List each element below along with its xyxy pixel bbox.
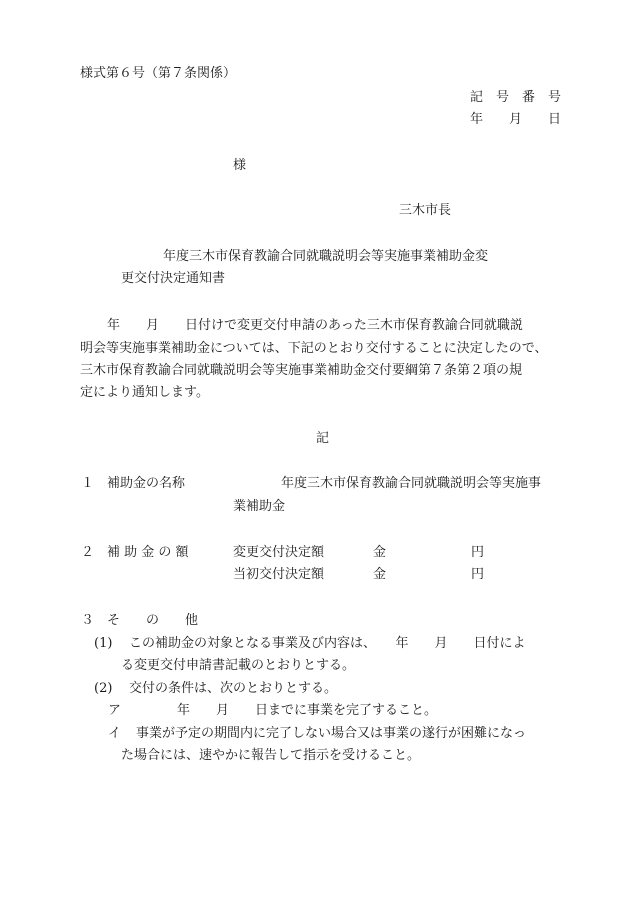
condition-i-marker: イ: [108, 726, 122, 741]
condition-a-marker: ア: [108, 703, 122, 718]
item3-number: ３: [81, 613, 95, 628]
sub2-line1: 交付の条件は、次のとおりとする。: [129, 681, 338, 696]
sub1-line1: この補助金の対象となる事業及び内容は、 年 月 日付によ: [129, 636, 526, 651]
document-title-line1: 年度三木市保育教諭合同就職説明会等実施事業補助金変: [163, 249, 489, 264]
addressee: 様: [233, 158, 247, 173]
sub2-number: (2): [94, 681, 113, 696]
condition-i-line1: 事業が予定の期間内に完了しない場合又は事業の遂行が困難になっ: [136, 726, 527, 741]
condition-a-text: 年 月 日までに事業を完了すること。: [177, 703, 438, 718]
item1-label: 補助金の名称: [107, 476, 186, 491]
body-line2: 明会等実施事業補助金については、下記のとおり交付することに決定したので、: [80, 341, 548, 356]
amount-initial-label: 当初交付決定額: [233, 567, 325, 582]
item3-label: そ の 他: [107, 613, 199, 628]
amount-initial-kin: 金: [373, 567, 387, 582]
amount-changed-label: 変更交付決定額: [233, 545, 325, 560]
sender: 三木市長: [399, 203, 452, 218]
item2-number: ２: [81, 545, 95, 560]
item1-value-line2: 業補助金: [233, 499, 286, 514]
form-label: 様式第６号（第７条関係）: [80, 66, 237, 81]
sub1-number: (1): [94, 636, 113, 651]
amount-changed-yen: 円: [471, 545, 485, 560]
body-line3: 三木市保育教諭合同就職説明会等実施事業補助金交付要綱第７条第２項の規: [80, 363, 523, 378]
condition-i-line2: た場合には、速やかに報告して指示を受けること。: [121, 748, 421, 763]
body-line1: 年 月 日付けで変更交付申請のあった三木市保育教諭合同就職説: [107, 318, 523, 333]
sub1-line2: る変更交付申請書記載のとおりとする。: [121, 658, 356, 673]
amount-initial-yen: 円: [471, 567, 485, 582]
item2-label: 補 助 金 の 額: [107, 545, 189, 560]
item1-number: １: [81, 476, 95, 491]
reference-date: 年 月 日: [470, 112, 562, 127]
item1-value-line1: 年度三木市保育教諭合同就職説明会等実施事: [281, 476, 542, 491]
reference-number: 記 号 番 号: [470, 90, 562, 105]
amount-changed-kin: 金: [373, 545, 387, 560]
document-title-line2: 更交付決定通知書: [121, 271, 226, 286]
body-line4: 定により通知します。: [80, 385, 209, 400]
ki-heading: 記: [316, 431, 330, 446]
